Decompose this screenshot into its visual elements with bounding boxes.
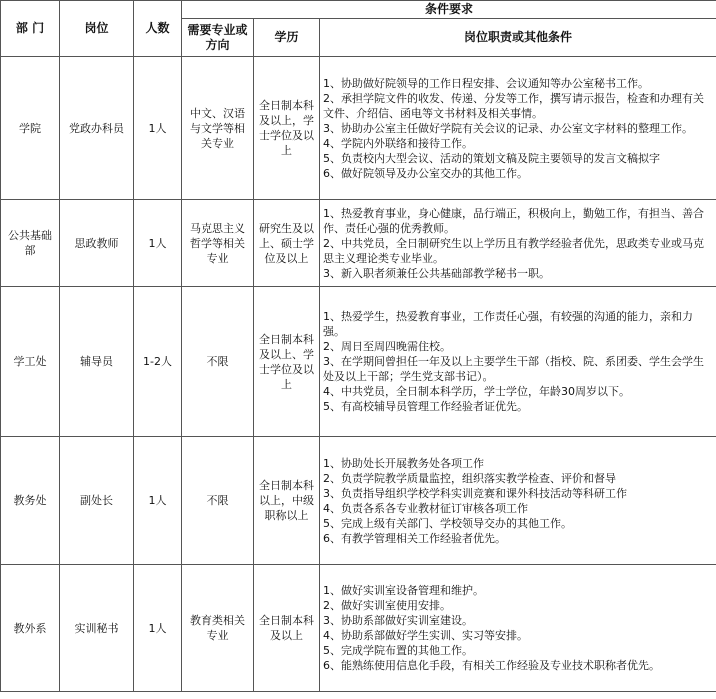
duty-line: 3、在学期间曾担任一年及以上主要学生干部（指校、院、系团委、学生会学生处及以上干部；学生党支部书记）。 xyxy=(323,355,704,383)
duty-line: 3、协助办公室主任做好学院有关会议的记录、办公室文字材料的整理工作。 xyxy=(323,121,693,135)
table-row xyxy=(1,437,716,565)
duty-line: 4、学院内外联络和接待工作。 xyxy=(323,136,473,150)
duty-line: 5、有高校辅导员管理工作经验者证优先。 xyxy=(323,400,528,413)
cell-major: 教育类相关专业 xyxy=(182,565,254,692)
header-conditions: 条件要求 xyxy=(182,1,716,19)
duty-line: 2、做好实训室使用安排。 xyxy=(323,599,451,612)
duty-line: 5、完成学院布置的其他工作。 xyxy=(323,644,473,657)
cell-count: 1人 xyxy=(134,57,182,200)
cell-education: 全日制本科及以上 xyxy=(254,565,320,692)
duty-line: 5、负责校内大型会议、活动的策划文稿及院主要领导的发言文稿拟字 xyxy=(323,151,660,165)
duty-line: 2、中共党员，全日制研究生以上学历且有教学经验者优先，思政类专业或马克思主义理论类专业毕业。 xyxy=(323,236,704,265)
cell-education: 全日制本科以上，中级职称以上 xyxy=(254,437,320,565)
header-major: 需要专业或方向 xyxy=(182,19,254,57)
cell-count: 1-2人 xyxy=(134,287,182,437)
cell-major: 中文、汉语与文学等相关专业 xyxy=(182,57,254,200)
duty-line: 2、负责学院教学质量监控，组织落实教学检查、评价和督导 xyxy=(323,471,616,485)
cell-major: 不限 xyxy=(182,437,254,565)
duty-line: 4、协助系部做好学生实训、实习等安排。 xyxy=(323,629,528,642)
header-count: 人数 xyxy=(134,1,182,57)
cell-position: 辅导员 xyxy=(60,287,134,437)
duty-line: 3、协助系部做好实训室建设。 xyxy=(323,614,473,627)
cell-count: 1人 xyxy=(134,200,182,287)
duty-line: 6、有教学管理相关工作经验者优先。 xyxy=(323,531,506,545)
duty-line: 1、热爱学生，热爱教育事业，工作责任心强，有较强的沟通的能力，亲和力强。 xyxy=(323,310,693,338)
duty-line: 6、能熟练使用信息化手段，有相关工作经验及专业技术职称者优先。 xyxy=(323,659,660,672)
cell-duties xyxy=(320,565,716,692)
table-row xyxy=(1,565,716,692)
cell-position: 党政办科员 xyxy=(60,57,134,200)
cell-count: 1人 xyxy=(134,437,182,565)
header-position: 岗位 xyxy=(60,1,134,57)
cell-count: 1人 xyxy=(134,565,182,692)
cell-dept: 学院 xyxy=(1,57,60,200)
duty-line: 2、承担学院文件的收发、传递、分发等工作，撰写请示报告，检查和办理有关文件、介绍信、函电等文书材料及相关事情。 xyxy=(323,91,704,120)
cell-position: 思政教师 xyxy=(60,200,134,287)
cell-dept: 教务处 xyxy=(1,437,60,565)
duty-line: 1、协助处长开展教务处各项工作 xyxy=(323,456,484,470)
header-education: 学历 xyxy=(254,19,320,57)
cell-duties xyxy=(320,437,716,565)
cell-dept: 公共基础部 xyxy=(1,200,60,287)
duty-line: 3、负责指导组织学校学科实训竞赛和课外科技活动等科研工作 xyxy=(323,486,627,500)
header-dept: 部 门 xyxy=(1,1,60,57)
duty-line: 2、周日至周四晚需住校。 xyxy=(323,340,451,353)
cell-education: 全日制本科及以上，学士学位及以上 xyxy=(254,57,320,200)
header-duties: 岗位职责或其他条件 xyxy=(320,19,716,57)
cell-position: 实训秘书 xyxy=(60,565,134,692)
cell-duties xyxy=(320,57,716,200)
cell-major: 不限 xyxy=(182,287,254,437)
cell-major: 马克思主义哲学等相关专业 xyxy=(182,200,254,287)
cell-education: 研究生及以上、硕士学位及以上 xyxy=(254,200,320,287)
duty-line: 4、中共党员，全日制本科学历，学士学位，年龄30周岁以下。 xyxy=(323,385,630,398)
cell-duties xyxy=(320,287,716,437)
duty-line: 6、做好院领导及办公室交办的其他工作。 xyxy=(323,166,528,180)
cell-education: 全日制本科及以上、学士学位及以上 xyxy=(254,287,320,437)
duty-line: 1、协助做好院领导的工作日程安排、会议通知等办公室秘书工作。 xyxy=(323,76,649,90)
duty-line: 1、做好实训室设备管理和维护。 xyxy=(323,584,484,597)
duty-line: 1、热爱教育事业，身心健康，品行端正，积极向上，勤勉工作，有担当、善合作、责任心强的优秀教师。 xyxy=(323,206,704,235)
table-row xyxy=(1,57,716,200)
cell-dept: 学工处 xyxy=(1,287,60,437)
cell-duties xyxy=(320,200,716,287)
cell-dept: 教外系 xyxy=(1,565,60,692)
table-row xyxy=(1,287,716,437)
duty-line: 3、新入职者须兼任公共基础部教学秘书一职。 xyxy=(323,266,550,280)
duty-line: 5、完成上级有关部门、学校领导交办的其他工作。 xyxy=(323,516,572,530)
table-row xyxy=(1,200,716,287)
cell-position: 副处长 xyxy=(60,437,134,565)
duty-line: 4、负责各系各专业教材征订审核各项工作 xyxy=(323,501,528,515)
